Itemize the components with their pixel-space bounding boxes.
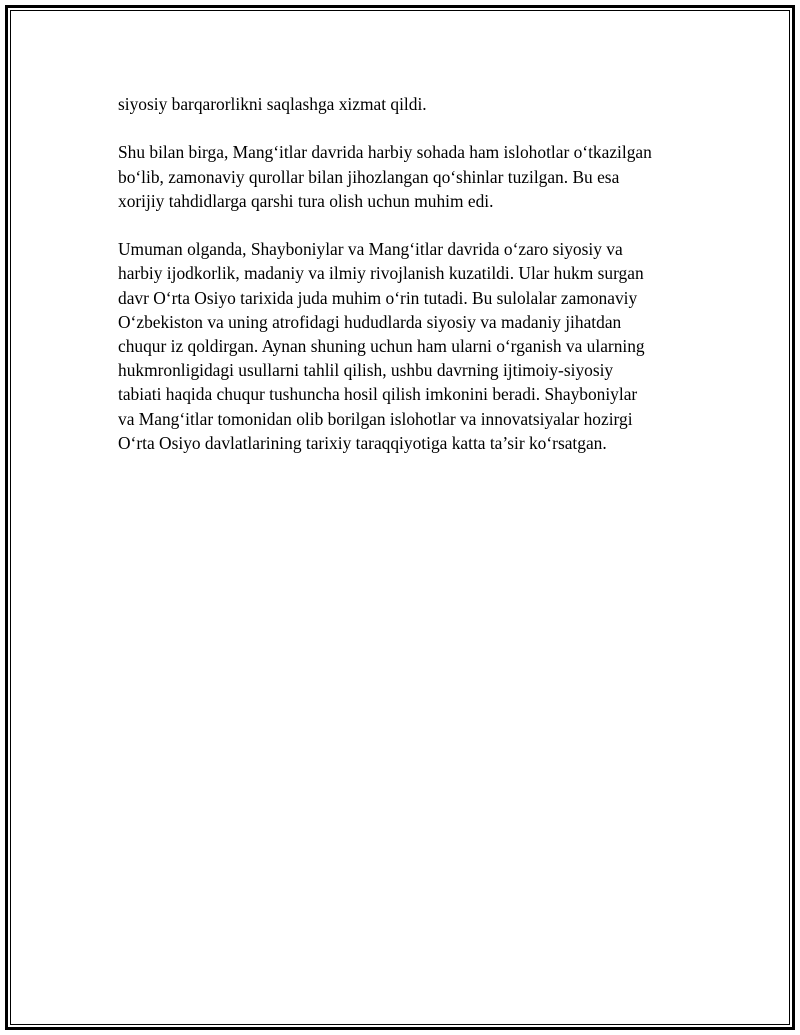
paragraph-1 — [118, 92, 698, 116]
text-line: O‘rta Osiyo davlatlarining tarixiy taraqqiyotiga katta ta’sir ko‘rsatgan. — [118, 432, 607, 453]
paragraph-2 — [118, 140, 698, 213]
text-line: tabiati haqida chuqur tushuncha hosil qilish imkonini beradi. Shayboniylar — [118, 384, 638, 405]
text-line: xorijiy tahdidlarga qarshi tura olish uchun muhim edi. — [118, 190, 494, 211]
text-line: Umuman olganda, Shayboniylar va Mang‘itlar davrida o‘zaro siyosiy va — [118, 239, 623, 260]
text-line: harbiy ijodkorlik, madaniy va ilmiy rivojlanish kuzatildi. Ular hukm surgan — [118, 263, 644, 284]
paragraph-3 — [118, 237, 698, 455]
text-line: hukmronligidagi usullarni tahlil qilish, ushbu davrning ijtimoiy-siyosiy — [118, 360, 614, 381]
text-line: O‘zbekiston va uning atrofidagi hududlarda siyosiy va madaniy jihatdan — [118, 311, 622, 332]
text-line: chuqur iz qoldirgan. Aynan shuning uchun ham ularni o‘rganish va ularning — [118, 336, 645, 356]
text-line: va Mang‘itlar tomonidan olib borilgan islohotlar va innovatsiyalar hozirgi — [118, 408, 633, 429]
text-line: davr O‘rta Osiyo tarixida juda muhim o‘rin tutadi. Bu sulolalar zamonaviy — [118, 287, 638, 308]
text-line: Shu bilan birga, Mang‘itlar davrida harbiy sohada ham islohotlar o‘tkazilgan — [118, 142, 652, 163]
text-line: siyosiy barqarorlikni saqlashga xizmat qildi. — [118, 94, 427, 114]
text-line: bo‘lib, zamonaviy qurollar bilan jihozlangan qo‘shinlar tuzilgan. Bu esa — [118, 166, 620, 187]
document-body — [118, 92, 698, 479]
